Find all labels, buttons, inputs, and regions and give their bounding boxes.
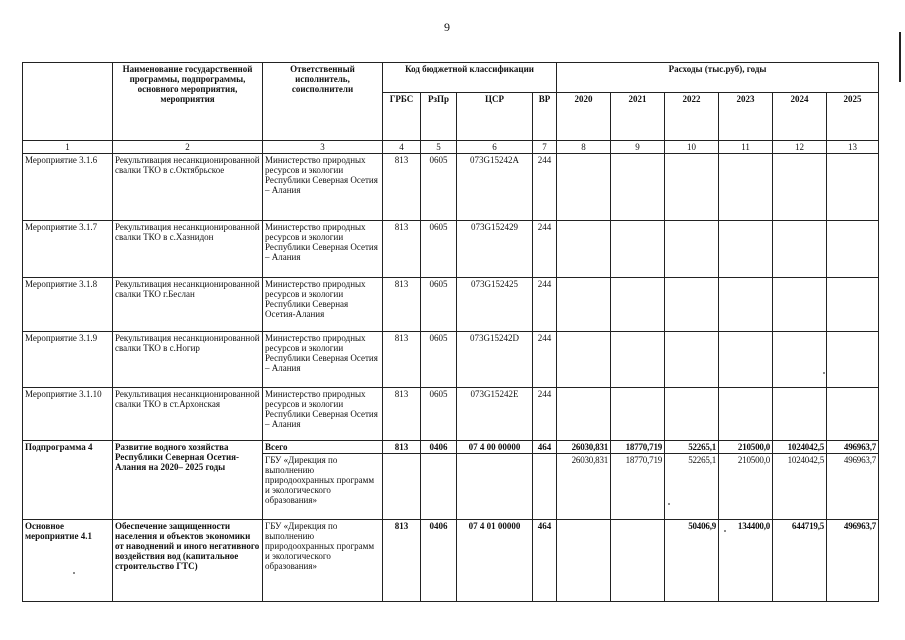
row-vr: 244 <box>533 221 557 278</box>
subprogram-total-2025: 496963,7 <box>827 441 879 454</box>
page-number: 9 <box>444 20 450 34</box>
col-number: 7 <box>533 141 557 154</box>
row-value-2023 <box>719 221 773 278</box>
row-grbs: 813 <box>383 388 421 441</box>
col-number: 1 <box>23 141 113 154</box>
row-id: Мероприятие 3.1.6 <box>23 154 113 221</box>
empty-cell <box>421 454 457 520</box>
col-number: 5 <box>421 141 457 154</box>
subprogram-vr: 464 <box>533 441 557 454</box>
header-year-2024: 2024 <box>773 93 827 141</box>
row-value-2024 <box>773 221 827 278</box>
header-csr: ЦСР <box>457 93 533 141</box>
row-value-2023 <box>719 332 773 388</box>
header-responsible: Ответственный исполнитель, соисполнители <box>263 63 383 141</box>
subprogram-total-label: Всего <box>263 441 383 454</box>
subprogram-resp-2024: 1024042,5 <box>773 454 827 520</box>
subprogram-total-2021: 18770,719 <box>611 441 665 454</box>
row-value-2021 <box>611 278 665 332</box>
row-responsible: Министерство природных ресурсов и экологии Республики Северная Осетия – Алания <box>263 154 383 221</box>
main-event-2020 <box>557 520 611 602</box>
row-value-2022 <box>665 278 719 332</box>
row-name: Рекультивация несанкционированной свалки ТКО г.Беслан <box>113 278 263 332</box>
row-value-2023 <box>719 278 773 332</box>
row-rzpr: 0605 <box>421 278 457 332</box>
header-blank-cell <box>23 63 113 141</box>
row-id: Мероприятие 3.1.10 <box>23 388 113 441</box>
row-responsible: Министерство природных ресурсов и экологии Республики Северная Осетия – Алания <box>263 388 383 441</box>
main-event-name: Обеспечение защищенности населения и объектов экономики от наводнений и иного негативного воздействия вод (капитальное строительство ГТС) <box>113 520 263 602</box>
main-event-2023: 134400,0 <box>719 520 773 602</box>
row-value-2024 <box>773 332 827 388</box>
row-rzpr: 0605 <box>421 388 457 441</box>
subprogram-csr: 07 4 00 00000 <box>457 441 533 454</box>
col-number: 8 <box>557 141 611 154</box>
header-expenses: Расходы (тыс.руб), годы <box>557 63 879 93</box>
row-responsible: Министерство природных ресурсов и экологии Республики Северная Осетия-Алания <box>263 278 383 332</box>
budget-table <box>22 62 879 602</box>
row-csr: 073G152425 <box>457 278 533 332</box>
row-id: Мероприятие 3.1.9 <box>23 332 113 388</box>
column-number-row <box>23 141 879 154</box>
subprogram-total-2022: 52265,1 <box>665 441 719 454</box>
subprogram-name: Развитие водного хозяйства Республики Северная Осетия-Алания на 2020– 2025 годы <box>113 441 263 520</box>
table-row <box>23 221 879 278</box>
col-number: 9 <box>611 141 665 154</box>
col-number: 6 <box>457 141 533 154</box>
row-grbs: 813 <box>383 332 421 388</box>
row-csr: 073G15242D <box>457 332 533 388</box>
row-value-2021 <box>611 221 665 278</box>
row-value-2022 <box>665 221 719 278</box>
row-value-2021 <box>611 154 665 221</box>
header-row-1 <box>23 63 879 93</box>
row-responsible: Министерство природных ресурсов и экологии Республики Северная Осетия – Алания <box>263 221 383 278</box>
subprogram-resp-2022: 52265,1 <box>665 454 719 520</box>
row-value-2025 <box>827 221 879 278</box>
subprogram-resp-2025: 496963,7 <box>827 454 879 520</box>
row-vr: 244 <box>533 154 557 221</box>
row-id: Мероприятие 3.1.8 <box>23 278 113 332</box>
row-vr: 244 <box>533 332 557 388</box>
main-event-vr: 464 <box>533 520 557 602</box>
main-event-2025: 496963,7 <box>827 520 879 602</box>
header-year-2022: 2022 <box>665 93 719 141</box>
row-value-2025 <box>827 154 879 221</box>
row-value-2023 <box>719 388 773 441</box>
row-value-2022 <box>665 388 719 441</box>
empty-cell <box>533 454 557 520</box>
row-value-2021 <box>611 388 665 441</box>
col-number: 13 <box>827 141 879 154</box>
header-year-2023: 2023 <box>719 93 773 141</box>
row-value-2025 <box>827 332 879 388</box>
row-rzpr: 0605 <box>421 221 457 278</box>
subprogram-total-row <box>23 441 879 454</box>
header-grbs: ГРБС <box>383 93 421 141</box>
table-row <box>23 332 879 388</box>
row-csr: 073G15242A <box>457 154 533 221</box>
main-event-2024: 644719,5 <box>773 520 827 602</box>
main-event-2022: 50406,9 <box>665 520 719 602</box>
header-year-2021: 2021 <box>611 93 665 141</box>
row-id: Мероприятие 3.1.7 <box>23 221 113 278</box>
scan-edge-mark <box>899 32 901 82</box>
col-number: 3 <box>263 141 383 154</box>
row-value-2020 <box>557 332 611 388</box>
subprogram-rzpr: 0406 <box>421 441 457 454</box>
row-vr: 244 <box>533 278 557 332</box>
row-value-2021 <box>611 332 665 388</box>
subprogram-total-2024: 1024042,5 <box>773 441 827 454</box>
header-vr: ВР <box>533 93 557 141</box>
row-value-2025 <box>827 388 879 441</box>
row-csr: 073G152429 <box>457 221 533 278</box>
row-value-2025 <box>827 278 879 332</box>
row-value-2024 <box>773 388 827 441</box>
main-event-csr: 07 4 01 00000 <box>457 520 533 602</box>
row-rzpr: 0605 <box>421 332 457 388</box>
main-event-rzpr: 0406 <box>421 520 457 602</box>
subprogram-id: Подпрограмма 4 <box>23 441 113 520</box>
row-value-2024 <box>773 154 827 221</box>
row-rzpr: 0605 <box>421 154 457 221</box>
subprogram-responsible: ГБУ «Дирекция по выполнению природоохранных программ и экологического образования» <box>263 454 383 520</box>
col-number: 2 <box>113 141 263 154</box>
empty-cell <box>457 454 533 520</box>
row-vr: 244 <box>533 388 557 441</box>
header-budget-classification: Код бюджетной классификации <box>383 63 557 93</box>
empty-cell <box>383 454 421 520</box>
row-name: Рекультивация несанкционированной свалки ТКО в с.Октябрьское <box>113 154 263 221</box>
main-event-responsible: ГБУ «Дирекция по выполнению природоохранных программ и экологического образования» <box>263 520 383 602</box>
row-responsible: Министерство природных ресурсов и экологии Республики Северная Осетия – Алания <box>263 332 383 388</box>
main-event-grbs: 813 <box>383 520 421 602</box>
main-event-2021 <box>611 520 665 602</box>
row-value-2024 <box>773 278 827 332</box>
row-name: Рекультивация несанкционированной свалки ТКО в с.Ногир <box>113 332 263 388</box>
row-value-2020 <box>557 388 611 441</box>
row-value-2020 <box>557 278 611 332</box>
subprogram-resp-2023: 210500,0 <box>719 454 773 520</box>
col-number: 10 <box>665 141 719 154</box>
row-value-2020 <box>557 221 611 278</box>
row-name: Рекультивация несанкционированной свалки ТКО в ст.Архонская <box>113 388 263 441</box>
subprogram-resp-2021: 18770,719 <box>611 454 665 520</box>
row-csr: 073G15242E <box>457 388 533 441</box>
subprogram-grbs: 813 <box>383 441 421 454</box>
main-event-row <box>23 520 879 602</box>
subprogram-resp-2020: 26030,831 <box>557 454 611 520</box>
row-grbs: 813 <box>383 221 421 278</box>
row-value-2022 <box>665 332 719 388</box>
header-year-2020: 2020 <box>557 93 611 141</box>
main-event-id: Основное мероприятие 4.1 <box>23 520 113 602</box>
table-row <box>23 388 879 441</box>
header-name: Наименование государственной программы, подпрограммы, основного мероприятия, мероприятия <box>113 63 263 141</box>
table-row <box>23 154 879 221</box>
row-value-2022 <box>665 154 719 221</box>
row-value-2020 <box>557 154 611 221</box>
col-number: 4 <box>383 141 421 154</box>
subprogram-total-2023: 210500,0 <box>719 441 773 454</box>
subprogram-total-2020: 26030,831 <box>557 441 611 454</box>
header-year-2025: 2025 <box>827 93 879 141</box>
row-grbs: 813 <box>383 278 421 332</box>
col-number: 11 <box>719 141 773 154</box>
header-rzpr: РзПр <box>421 93 457 141</box>
row-grbs: 813 <box>383 154 421 221</box>
row-name: Рекультивация несанкционированной свалки ТКО в с.Хазнидон <box>113 221 263 278</box>
col-number: 12 <box>773 141 827 154</box>
row-value-2023 <box>719 154 773 221</box>
table-row <box>23 278 879 332</box>
